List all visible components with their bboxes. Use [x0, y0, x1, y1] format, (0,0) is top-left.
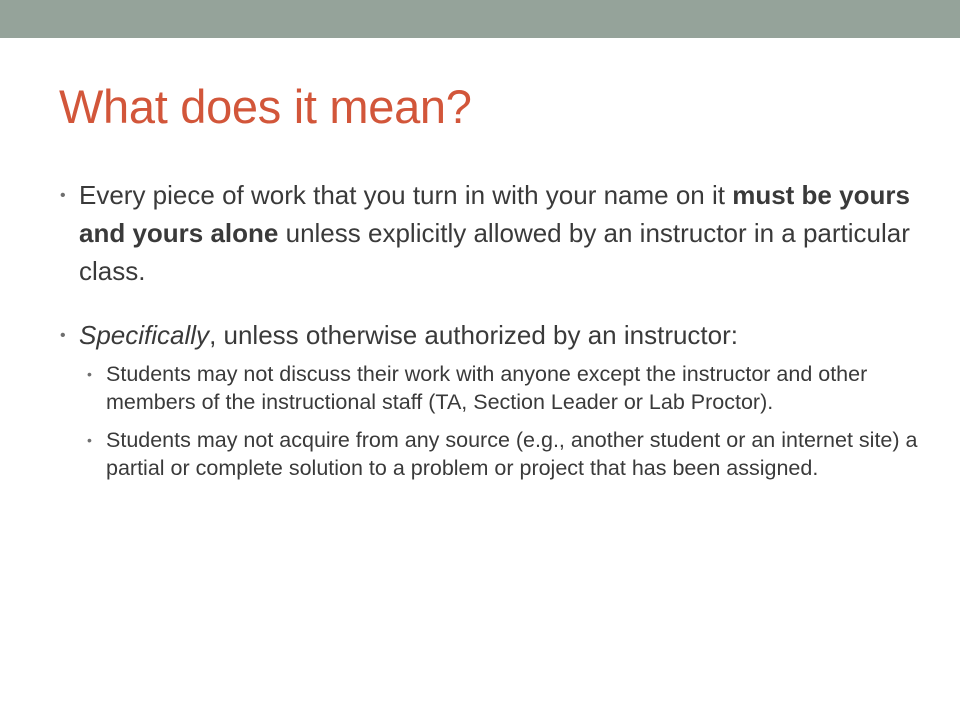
- bullet-text-rest: , unless otherwise authorized by an instructor:: [209, 320, 738, 350]
- bullet-text-bold: must be yours and yours alone: [79, 180, 910, 248]
- bullet-text-start: Every piece of work that you turn in with your name on it: [79, 180, 733, 210]
- bullet-text-italic: Specifically: [79, 320, 210, 350]
- sub-bullet-text: Students may not acquire from any source (e.g., another student or an internet site) a partial or complete solution to a problem or project that has been assigned.: [106, 428, 918, 480]
- sub-bullet-icon: •: [87, 432, 92, 448]
- bullet-text-end: unless explicitly allowed by an instructor in a particular class.: [79, 218, 910, 286]
- bullet-icon: •: [60, 187, 66, 204]
- bullet-icon: •: [60, 327, 66, 344]
- sub-bullet-discussion: [60, 360, 920, 416]
- slide-body: [60, 176, 920, 492]
- sub-bullet-text: Students may not discuss their work with anyone except the instructor and other members of the instructional staff (TA, Section Leader or Lab Proctor).: [106, 362, 868, 414]
- sub-bullet-icon: •: [87, 366, 92, 382]
- slide-title: What does it mean?: [59, 80, 472, 133]
- bullet-ownership: [60, 176, 920, 290]
- top-accent-bar: [0, 0, 960, 38]
- sub-bullet-acquire: [60, 426, 920, 482]
- bullet-specifically: [60, 316, 920, 354]
